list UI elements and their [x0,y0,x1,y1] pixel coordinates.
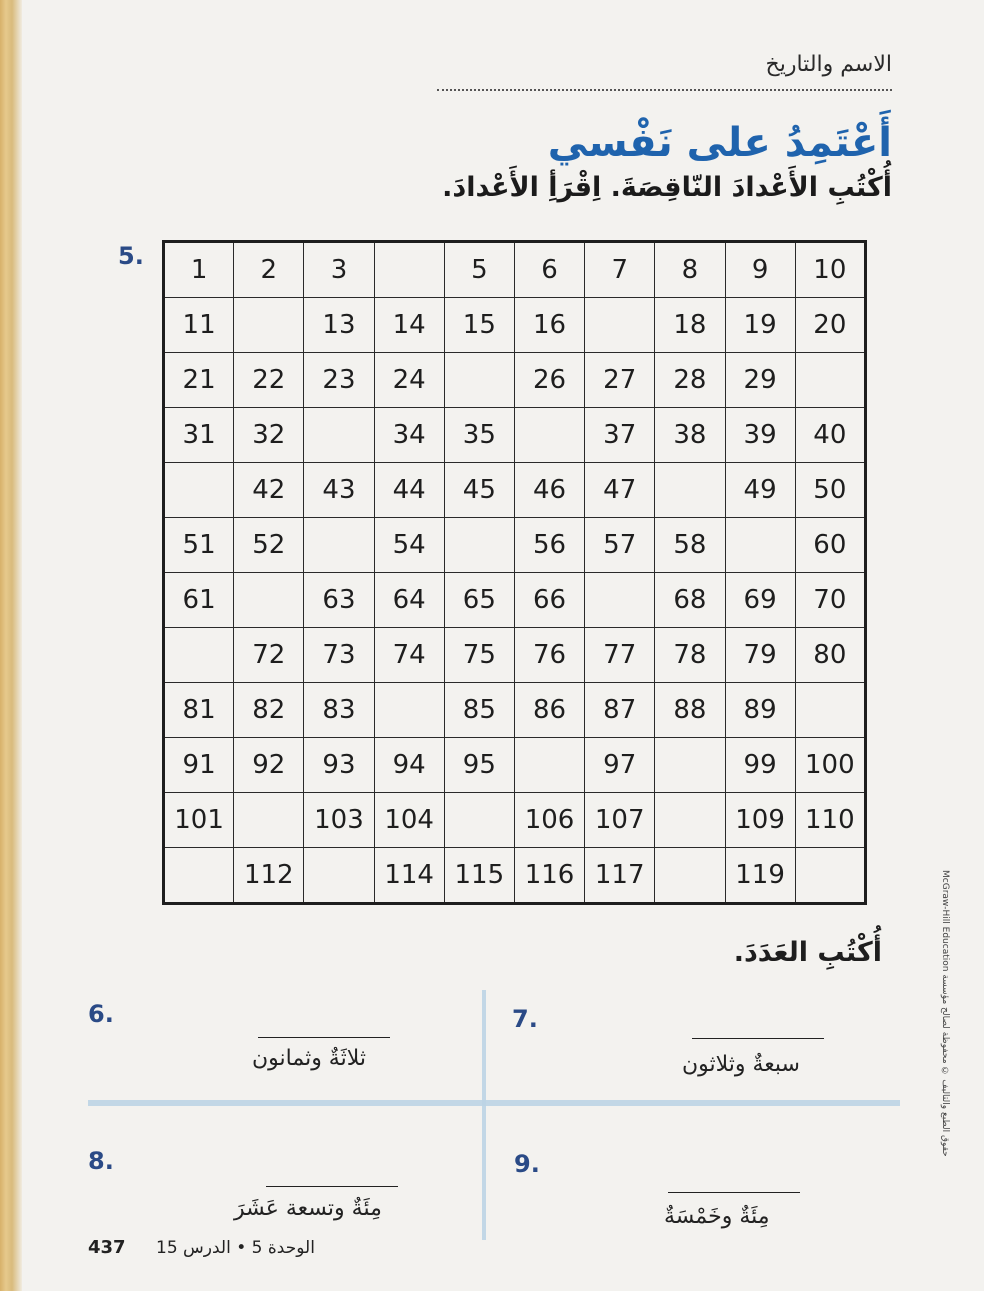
grid-cell-blank[interactable] [585,298,655,353]
grid-cell: 72 [234,628,304,683]
grid-cell: 92 [234,738,304,793]
grid-cell: 88 [655,683,725,738]
grid-cell: 82 [234,683,304,738]
grid-cell: 106 [514,793,584,848]
grid-cell-blank[interactable] [795,848,865,904]
grid-cell: 99 [725,738,795,793]
answer-line-9[interactable] [668,1192,800,1193]
grid-cell: 27 [585,353,655,408]
grid-cell-blank[interactable] [795,353,865,408]
grid-cell: 114 [374,848,444,904]
grid-cell-blank[interactable] [655,463,725,518]
page-number: 437 [88,1237,126,1258]
grid-cell: 79 [725,628,795,683]
grid-cell: 24 [374,353,444,408]
grid-cell: 75 [444,628,514,683]
page-title: أَعْتَمِدُ على نَفْسي [547,120,892,166]
grid-cell: 9 [725,242,795,298]
grid-cell-blank[interactable] [514,738,584,793]
grid-cell-blank[interactable] [164,628,234,683]
grid-cell-blank[interactable] [304,408,374,463]
section-title: أُكْتُبِ العَدَدَ. [733,937,882,968]
grid-cell: 1 [164,242,234,298]
grid-cell: 91 [164,738,234,793]
grid-row [164,848,866,904]
grid-cell: 65 [444,573,514,628]
grid-cell: 11 [164,298,234,353]
grid-cell: 52 [234,518,304,573]
grid-cell: 29 [725,353,795,408]
grid-cell: 112 [234,848,304,904]
grid-cell: 54 [374,518,444,573]
grid-cell: 7 [585,242,655,298]
grid-row [164,408,866,463]
grid-cell: 16 [514,298,584,353]
grid-cell: 100 [795,738,865,793]
grid-cell-blank[interactable] [374,242,444,298]
grid-cell: 13 [304,298,374,353]
grid-cell: 44 [374,463,444,518]
grid-cell: 116 [514,848,584,904]
grid-cell: 64 [374,573,444,628]
grid-row [164,298,866,353]
grid-cell-blank[interactable] [304,518,374,573]
grid-cell-blank[interactable] [795,683,865,738]
grid-cell: 56 [514,518,584,573]
page-edge [984,0,992,1291]
grid-cell: 76 [514,628,584,683]
grid-cell: 94 [374,738,444,793]
grid-cell: 103 [304,793,374,848]
grid-cell: 19 [725,298,795,353]
grid-cell: 68 [655,573,725,628]
grid-row [164,738,866,793]
grid-cell-blank[interactable] [514,408,584,463]
grid-cell: 57 [585,518,655,573]
grid-cell: 14 [374,298,444,353]
grid-cell: 3 [304,242,374,298]
grid-cell-blank[interactable] [304,848,374,904]
grid-cell: 10 [795,242,865,298]
grid-cell: 35 [444,408,514,463]
grid-row [164,683,866,738]
grid-cell: 61 [164,573,234,628]
grid-cell: 63 [304,573,374,628]
grid-cell: 66 [514,573,584,628]
grid-cell: 26 [514,353,584,408]
grid-cell-blank[interactable] [444,793,514,848]
grid-cell: 31 [164,408,234,463]
grid-cell: 50 [795,463,865,518]
grid-cell-blank[interactable] [655,738,725,793]
grid-cell-blank[interactable] [444,518,514,573]
question-6-number: 6. [88,1000,114,1028]
grid-cell: 38 [655,408,725,463]
grid-cell: 117 [585,848,655,904]
grid-cell-blank[interactable] [725,518,795,573]
grid-cell: 70 [795,573,865,628]
grid-cell: 97 [585,738,655,793]
grid-cell: 80 [795,628,865,683]
grid-cell: 32 [234,408,304,463]
grid-cell-blank[interactable] [444,353,514,408]
grid-row [164,518,866,573]
grid-cell: 37 [585,408,655,463]
grid-cell-blank[interactable] [164,848,234,904]
grid-row [164,793,866,848]
grid-cell: 21 [164,353,234,408]
grid-cell: 2 [234,242,304,298]
grid-row [164,573,866,628]
grid-cell: 22 [234,353,304,408]
grid-cell: 20 [795,298,865,353]
divider-horizontal [88,1100,900,1106]
question-7-words: سبعةٌ وثلاثون [682,1052,800,1077]
divider-vertical [482,990,486,1240]
grid-cell: 83 [304,683,374,738]
grid-cell: 73 [304,628,374,683]
grid-cell: 78 [655,628,725,683]
name-date-line [437,89,892,91]
grid-cell: 39 [725,408,795,463]
grid-cell: 81 [164,683,234,738]
grid-cell: 77 [585,628,655,683]
grid-cell: 34 [374,408,444,463]
grid-cell: 74 [374,628,444,683]
question-7-number: 7. [512,1005,538,1033]
grid-cell: 40 [795,408,865,463]
grid-cell: 23 [304,353,374,408]
grid-cell-blank[interactable] [234,573,304,628]
question-8-words: مِئَةٌ وتسعة عَشَرَ [234,1196,382,1221]
question-9-number: 9. [514,1150,540,1178]
grid-cell: 42 [234,463,304,518]
grid-cell: 45 [444,463,514,518]
grid-cell: 104 [374,793,444,848]
grid-cell: 28 [655,353,725,408]
name-date-label: الاسم والتاريخ [765,52,892,77]
copyright-credit: McGraw-Hill Education حقوق الطبع والتأليف © محفوظة لصالح مؤسسة [940,870,950,1157]
grid-cell: 95 [444,738,514,793]
book-binding [0,0,22,1291]
hundreds-chart [162,240,867,905]
grid-cell: 109 [725,793,795,848]
grid-cell-blank[interactable] [655,848,725,904]
grid-cell-blank[interactable] [655,793,725,848]
grid-cell: 87 [585,683,655,738]
grid-cell: 101 [164,793,234,848]
grid-cell: 49 [725,463,795,518]
grid-cell: 46 [514,463,584,518]
grid-cell: 47 [585,463,655,518]
grid-cell: 93 [304,738,374,793]
grid-row [164,463,866,518]
question-8-number: 8. [88,1147,114,1175]
question-6-words: ثلاثَةٌ وثمانون [252,1046,366,1071]
unit-lesson-label: الوحدة 5 • الدرس 15 [156,1238,315,1258]
grid-cell: 15 [444,298,514,353]
grid-cell: 119 [725,848,795,904]
grid-cell-blank[interactable] [234,298,304,353]
grid-cell: 85 [444,683,514,738]
grid-cell: 43 [304,463,374,518]
grid-cell: 69 [725,573,795,628]
answer-line-6[interactable] [258,1037,390,1038]
grid-cell: 107 [585,793,655,848]
grid-row [164,353,866,408]
grid-cell: 51 [164,518,234,573]
grid-cell: 60 [795,518,865,573]
grid-cell: 18 [655,298,725,353]
grid-cell: 58 [655,518,725,573]
grid-row [164,628,866,683]
grid-cell-blank[interactable] [234,793,304,848]
grid-cell-blank[interactable] [164,463,234,518]
grid-cell-blank[interactable] [374,683,444,738]
grid-cell: 115 [444,848,514,904]
answer-line-7[interactable] [692,1038,824,1039]
grid-cell: 89 [725,683,795,738]
grid-cell: 6 [514,242,584,298]
grid-row [164,242,866,298]
grid-cell: 110 [795,793,865,848]
question-5-number: 5. [118,242,144,270]
grid-cell: 5 [444,242,514,298]
grid-cell: 8 [655,242,725,298]
question-9-words: مِئَةٌ وخَمْسَةٌ [664,1204,770,1229]
answer-line-8[interactable] [266,1186,398,1187]
grid-cell-blank[interactable] [585,573,655,628]
instruction-text: أُكْتُبِ الأَعْدادَ النّاقِصَةَ. اِقْرَأِ الأَعْدادَ. [442,172,892,203]
grid-cell: 86 [514,683,584,738]
